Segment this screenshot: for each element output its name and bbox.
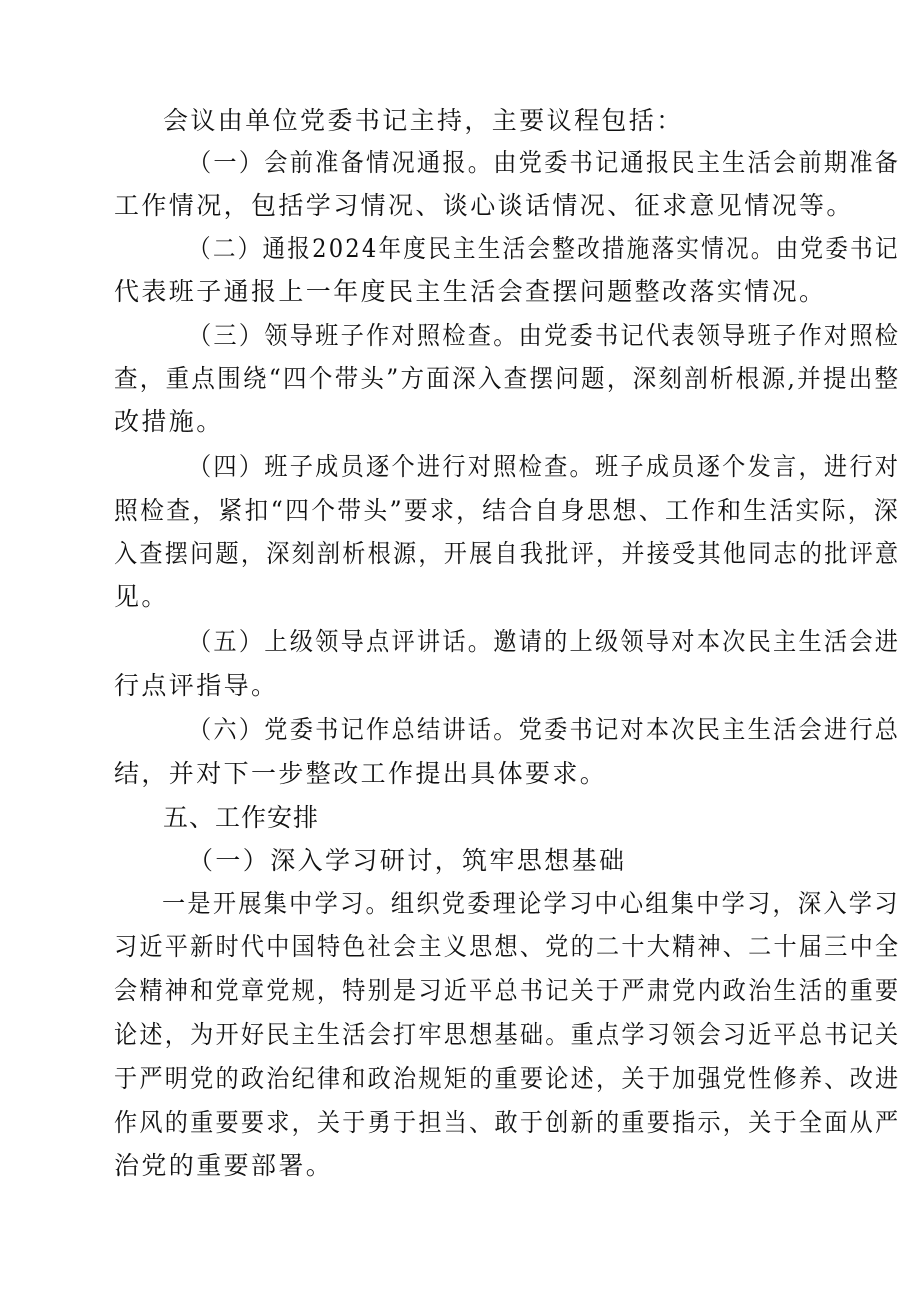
agenda-item-2-line-2: 代表班子通报上一年度民主生活会查摆问题整改落实情况。: [114, 277, 827, 306]
agenda-item-3-line-3: 改措施。: [114, 407, 224, 436]
agenda-item-6-line-1: （六）党委书记作总结讲话。党委书记对本次民主生活会进行总: [188, 715, 901, 744]
agenda-item-4-line-3: 入查摆问题，深刻剖析根源，开展自我批评，并接受其他同志的批评意: [114, 539, 901, 568]
agenda-item-1-line-2: 工作情况，包括学习情况、谈心谈话情况、征求意见情况等。: [114, 191, 854, 220]
agenda-item-6-line-2: 结，并对下一步整改工作提出具体要求。: [114, 759, 608, 788]
agenda-item-5-line-1: （五）上级领导点评讲话。邀请的上级领导对本次民主生活会进: [188, 627, 901, 656]
agenda-item-5-line-2: 行点评指导。: [114, 671, 279, 700]
section-5-heading: 五、工作安排: [163, 803, 320, 832]
paragraph-1-line-3: 会精神和党章党规，特别是习近平总书记关于严肃党内政治生活的重要: [114, 976, 901, 1005]
agenda-item-2-line-1: （二）通报2024年度民主生活会整改措施落实情况。由党委书记: [188, 234, 900, 263]
paragraph-1-line-7: 治党的重要部署。: [114, 1151, 334, 1180]
paragraph-1-line-1: 一是开展集中学习。组织党委理论学习中心组集中学习，深入学习: [162, 889, 900, 918]
paragraph-1-line-5: 于严明党的政治纪律和政治规矩的重要论述，关于加强党性修养、改进: [114, 1064, 901, 1093]
agenda-item-3-line-2: 查，重点围绕“四个带头”方面深入查摆问题，深刻剖析根源,并提出整: [114, 364, 901, 393]
paragraph-1-line-4: 论述，为开好民主生活会打牢思想基础。重点学习领会习近平总书记关: [114, 1020, 901, 1049]
subsection-1-heading: （一）深入学习研讨，筑牢思想基础: [188, 846, 627, 875]
paragraph-1-line-6: 作风的重要要求，关于勇于担当、敢于创新的重要指示，关于全面从严: [114, 1108, 901, 1137]
agenda-intro: 会议由单位党委书记主持，主要议程包括：: [163, 106, 684, 135]
agenda-item-3-line-1: （三）领导班子作对照检查。由党委书记代表领导班子作对照检: [188, 321, 901, 350]
paragraph-1-line-2: 习近平新时代中国特色社会主义思想、党的二十大精神、二十届三中全: [114, 932, 901, 961]
agenda-item-4-line-4: 见。: [114, 582, 169, 611]
agenda-item-4-line-2: 照检查，紧扣“四个带头”要求，结合自身思想、工作和生活实际，深: [114, 496, 900, 525]
agenda-item-1-line-1: （一）会前准备情况通报。由党委书记通报民主生活会前期准备: [188, 148, 901, 177]
agenda-item-4-line-1: （四）班子成员逐个进行对照检查。班子成员逐个发言，进行对: [188, 452, 901, 481]
